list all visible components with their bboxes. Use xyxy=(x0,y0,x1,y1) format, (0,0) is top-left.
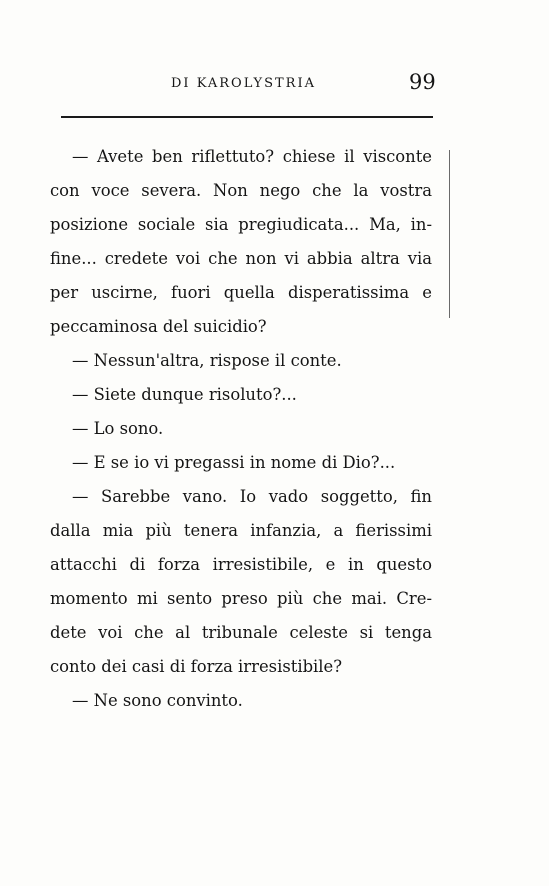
body-text xyxy=(50,140,432,718)
text-line: dalla mia più tenera infanzia, a fierissimi xyxy=(50,521,432,540)
text-line: conto dei casi di forza irresistibile? xyxy=(50,657,343,676)
text-line: dete voi che al tribunale celeste si tenga xyxy=(50,623,432,642)
text-line: — Avete ben riflettuto? chiese il visconte xyxy=(72,147,432,166)
text-line: per uscirne, fuori quella disperatissima e xyxy=(50,283,432,302)
header-rule xyxy=(61,116,433,118)
margin-mark xyxy=(449,150,450,318)
text-line: attacchi di forza irresistibile, e in questo xyxy=(50,555,432,574)
text-line: — Lo sono. xyxy=(72,419,164,438)
text-line: momento mi sento preso più che mai. Cre- xyxy=(50,589,432,608)
text-line: con voce severa. Non nego che la vostra xyxy=(50,181,432,200)
text-line: fine... credete voi che non vi abbia altra via xyxy=(50,249,432,268)
running-header-title: DI KAROLYSTRIA xyxy=(171,76,316,91)
text-line: — Ne sono convinto. xyxy=(72,691,243,710)
text-line: peccaminosa del suicidio? xyxy=(50,317,267,336)
text-line: posizione sociale sia pregiudicata... Ma, in- xyxy=(50,215,432,234)
page-number: 99 xyxy=(409,70,436,94)
text-line: — E se io vi pregassi in nome di Dio?... xyxy=(72,453,396,472)
text-line: — Siete dunque risoluto?... xyxy=(72,385,297,404)
text-line: — Sarebbe vano. Io vado soggetto, fin xyxy=(72,487,432,506)
text-line: — Nessun'altra, rispose il conte. xyxy=(72,351,342,370)
